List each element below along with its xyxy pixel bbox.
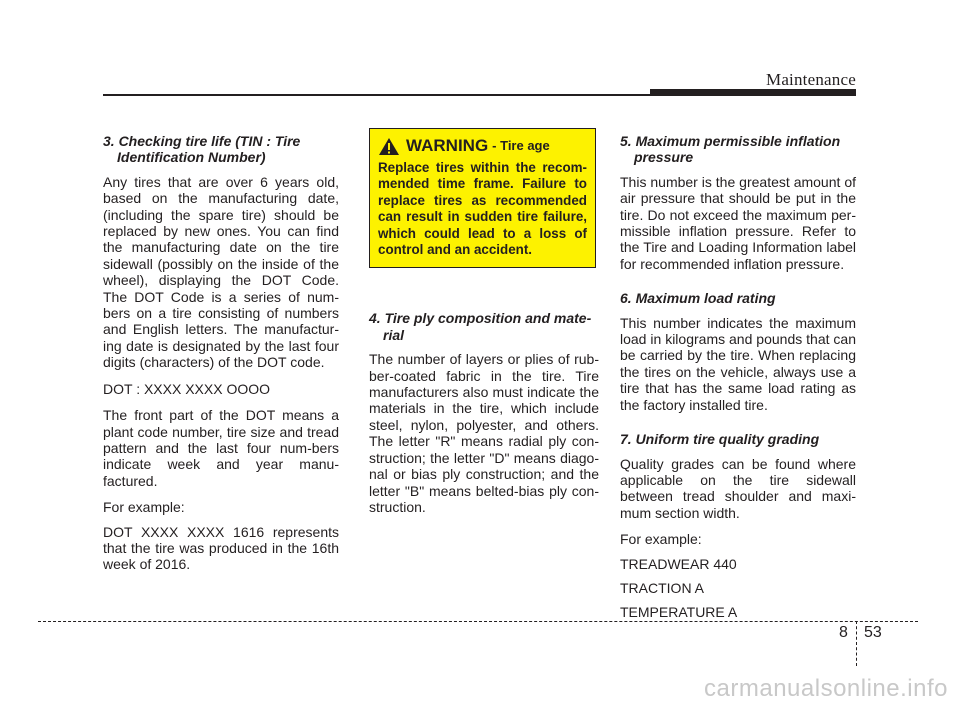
warning-word: WARNING xyxy=(406,136,489,156)
heading-line: 4. Tire ply composition and mate- xyxy=(369,310,592,327)
footer-rule xyxy=(38,621,918,622)
section-heading-ply xyxy=(369,310,599,343)
heading-line: pressure xyxy=(634,149,694,166)
example-label: For example: xyxy=(620,531,702,548)
paragraph-ply: The number of layers or plies of rub-ber-coated fabric in the tire. Tire manufacturers also must indicate the materials in the tire, which include steel, nylon, polyester, and others. The letter "R" means radial ply con-struction; the letter "D" means diago-nal or bias ply construction; and the letter "B" means belted-bias ply con-struction. xyxy=(369,351,599,515)
heading-line: 3. Checking tire life (TIN : Tire xyxy=(103,133,301,149)
heading-line: Identification Number) xyxy=(117,149,266,166)
warning-triangle-icon xyxy=(378,137,400,156)
column-right xyxy=(620,133,856,629)
watermark: carmanualsonline.info xyxy=(704,675,948,702)
column-left xyxy=(103,133,339,583)
section-heading-grading: 7. Uniform tire quality grading xyxy=(620,431,820,448)
paragraph-grading: Quality grades can be found where applicable on the tire sidewall between tread shoulder and maxi-mum section width. xyxy=(620,455,856,521)
warning-header xyxy=(370,137,595,160)
heading-line: rial xyxy=(383,326,405,343)
section-heading-tin xyxy=(103,133,339,166)
column-middle xyxy=(369,133,599,525)
section-heading-inflation xyxy=(620,133,856,166)
header-rule-accent xyxy=(650,89,856,96)
section-heading-load: 6. Maximum load rating xyxy=(620,290,776,307)
dot-code-format: DOT : XXXX XXXX OOOO xyxy=(103,380,271,397)
paragraph-dot-example: DOT XXXX XXXX 1616 represents that the tire was produced in the 16th week of 2016. xyxy=(103,523,339,573)
paragraph-inflation: This number is the greatest amount of air pressure that should be put in the tire. Do not exceed the maximum per-missible inflation pressure. Refer to the Tire and Loading Information label for recommended inflation pressure. xyxy=(620,173,856,272)
footer-divider xyxy=(856,621,857,666)
example-label: For example: xyxy=(103,499,185,516)
paragraph-dot-meaning: The front part of the DOT means a plant code number, tire size and tread pattern and the last four num-bers indicate week and year manu-factured. xyxy=(103,407,339,489)
warning-subtitle: - Tire age xyxy=(492,138,550,154)
warning-box xyxy=(369,128,596,268)
heading-line: 5. Maximum permissible inflation xyxy=(620,133,841,149)
chapter-number: 8 xyxy=(839,624,848,641)
page-section-title: Maintenance xyxy=(766,70,856,89)
warning-text: Replace tires within the recom-mended time frame. Failure to replace tires as recommended can result in sudden tire failure, which could lead to a loss of control and an accident. xyxy=(378,160,587,258)
paragraph-tire-age: Any tires that are over 6 years old, based on the manufacturing date, (including the spare tire) should be replaced by new ones. You can find the manufacturing date on the tire sidewall (possibly on the inside of the wheel), displaying the DOT Code. The DOT Code is a series of num-bers on a tire consisting of numbers and English letters. The manufactur-ing date is designated by the last four digits (characters) of the DOT code. xyxy=(103,173,339,371)
grade-temperature: TEMPERATURE A xyxy=(620,604,738,621)
page-number: 53 xyxy=(864,624,882,641)
grade-traction: TRACTION A xyxy=(620,579,705,596)
paragraph-load: This number indicates the maximum load in kilograms and pounds that can be carried by the tire. When replacing the tires on the vehicle, always use a tire that has the same load rating as the factory installed tire. xyxy=(620,314,856,413)
grade-treadwear: TREADWEAR 440 xyxy=(620,555,737,572)
